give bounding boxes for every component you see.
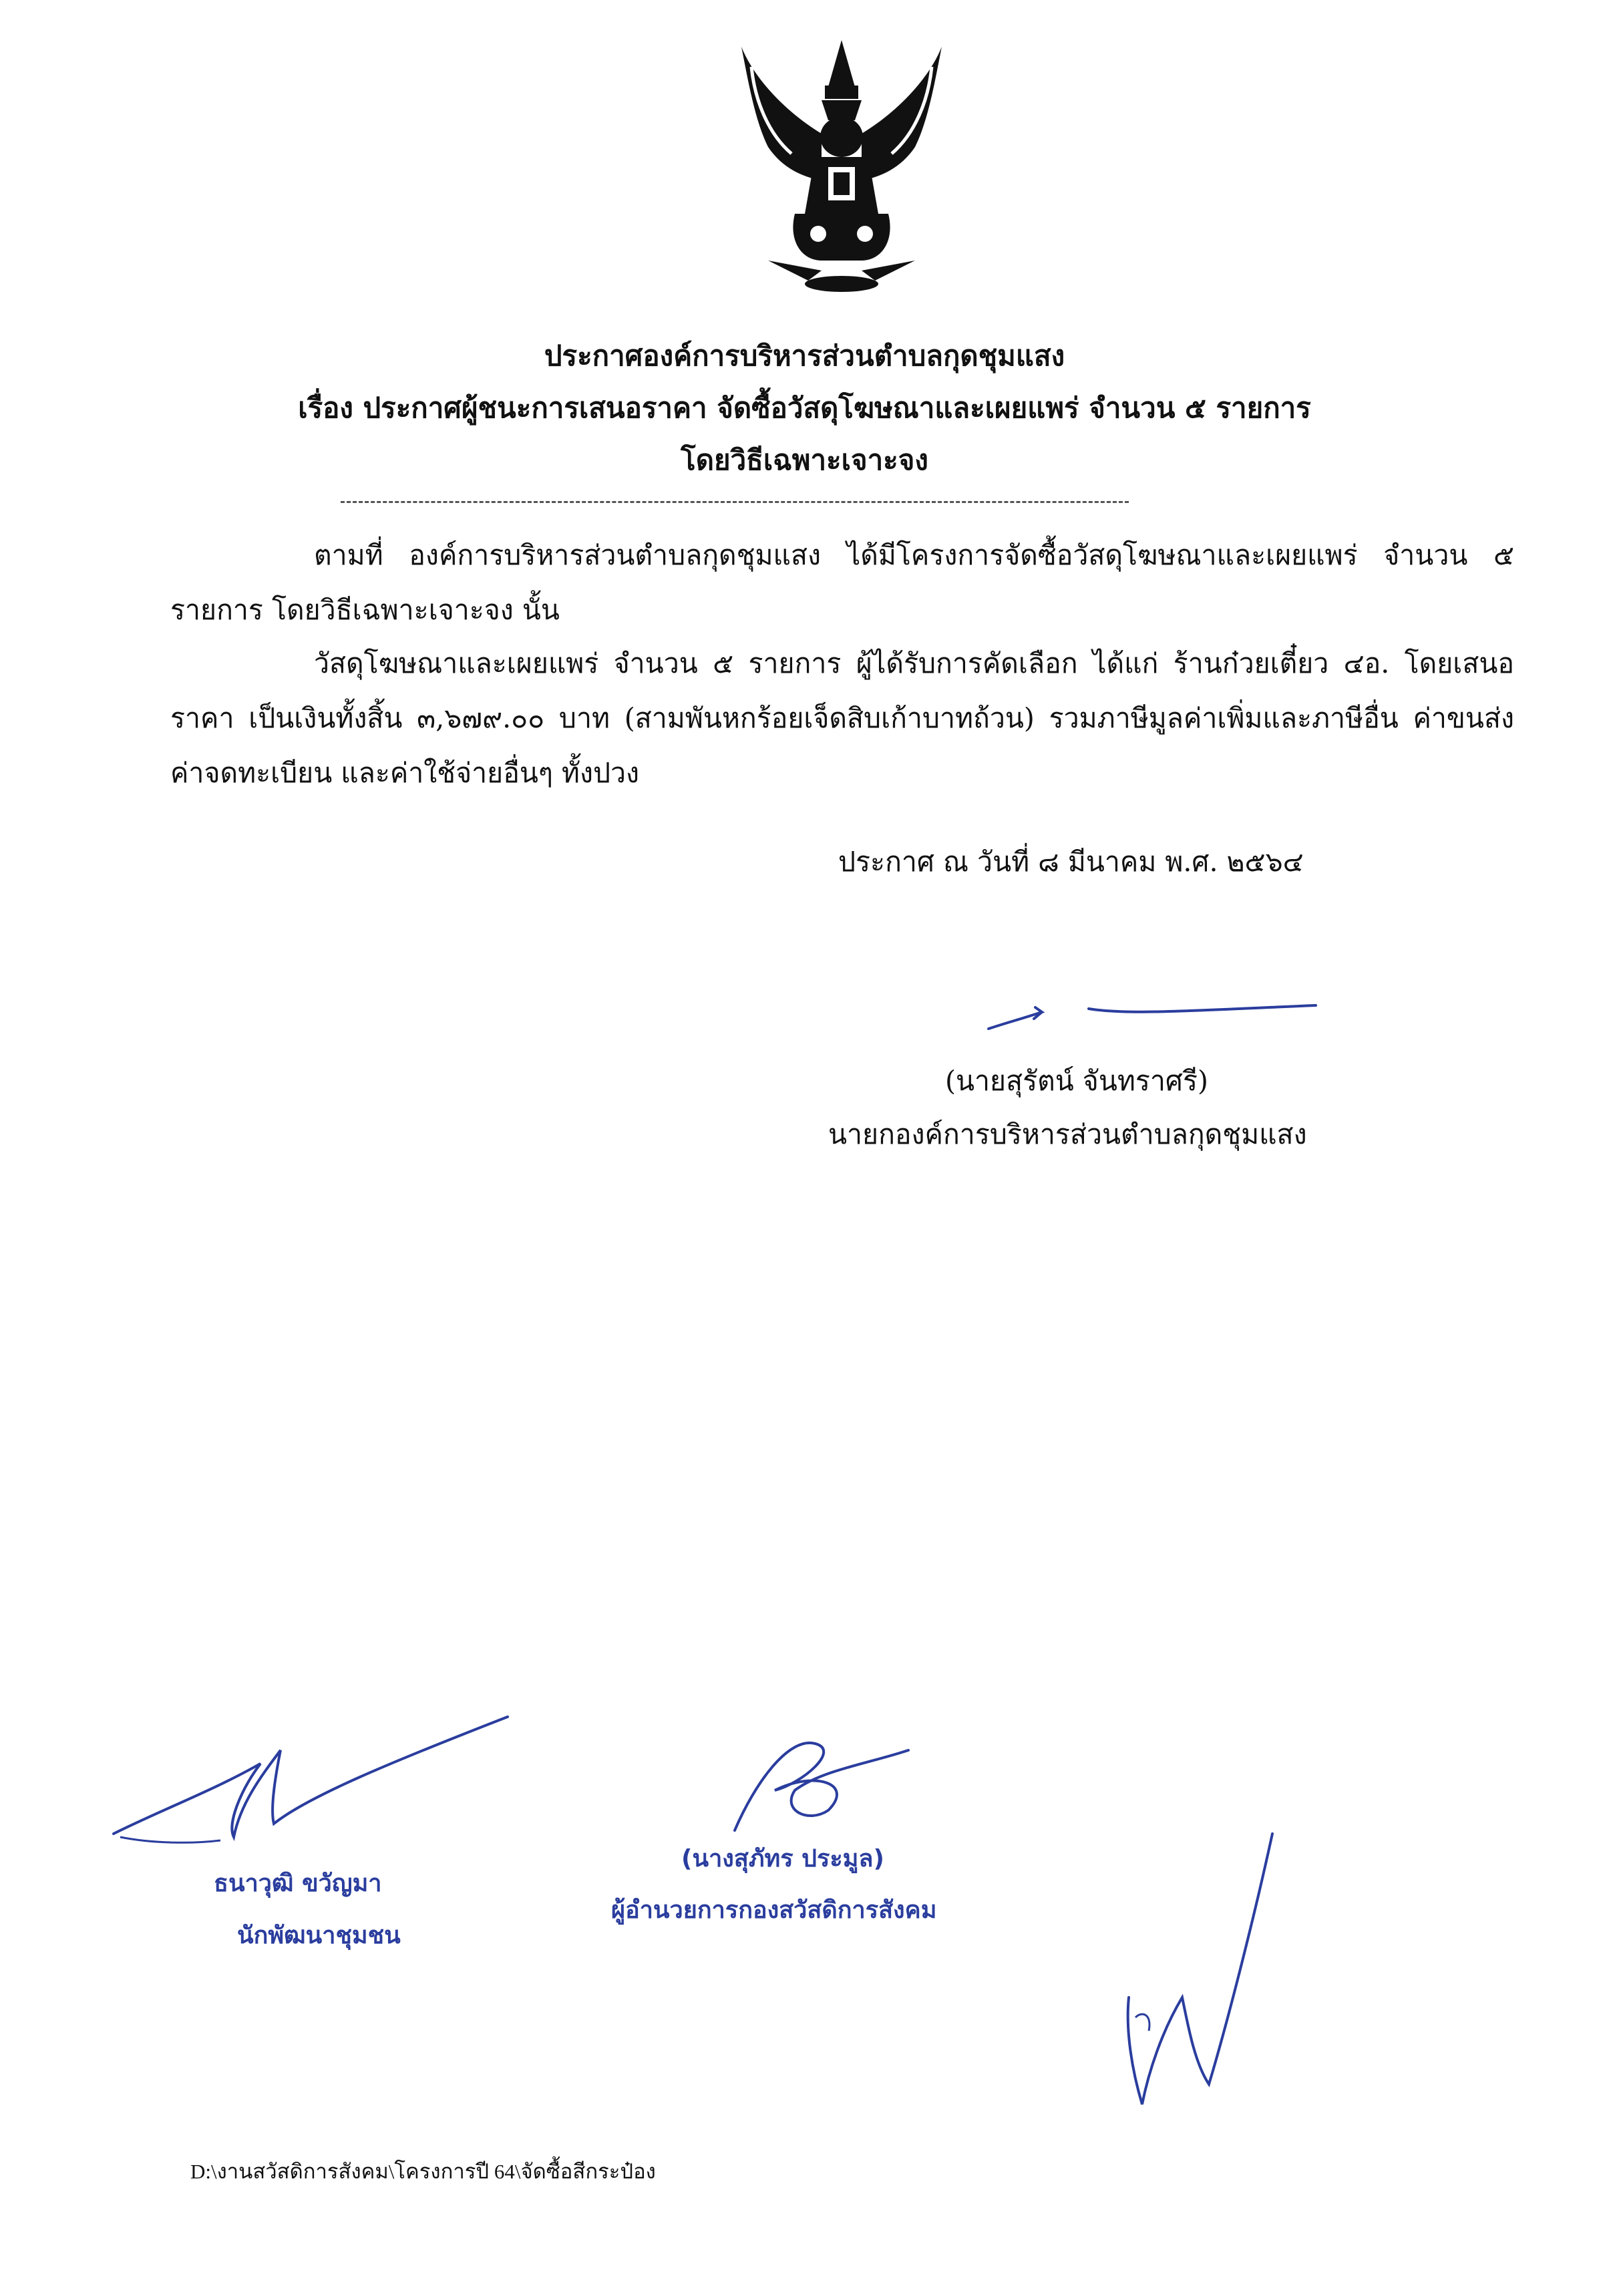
signatory-name: (นายสุรัตน์ จันทราศรี) (945, 1065, 1208, 1097)
file-path-footer: D:\งานสวัสดิการสังคม\โครงการปี 64\จัดซื้อสีกระป๋อง (190, 2160, 656, 2183)
announcement-date: ประกาศ ณ วันที่ ๘ มีนาคม พ.ศ. ๒๕๖๔ (838, 846, 1304, 878)
initial-signature-left (107, 1710, 534, 1844)
director-signature (982, 982, 1329, 1049)
garuda-emblem-icon (728, 40, 955, 294)
initial-stamp-left-role: นักพัฒนาชุมชน (237, 1922, 401, 1949)
document-title: ประกาศองค์การบริหารส่วนตำบลกุดชุมแสง (544, 339, 1065, 372)
initial-signature-middle (695, 1710, 922, 1844)
procurement-method: โดยวิธีเฉพาะเจาะจง (681, 444, 928, 476)
dashed-divider (341, 501, 1129, 503)
initial-stamp-left-name: ธนาวุฒิ ขวัญมา (214, 1870, 382, 1897)
document-subject: เรื่อง ประกาศผู้ชนะการเสนอราคา จัดซื้อวัสดุโฆษณาและเผยแพร่ จำนวน ๕ รายการ (298, 391, 1311, 424)
initial-signature-right (1122, 1830, 1276, 2111)
body-paragraph-1: ตามที่ องค์การบริหารส่วนตำบลกุดชุมแสง ได้มีโครงการจัดซื้อวัสดุโฆษณาและเผยแพร่ จำนวน ๕ รายการ โดยวิธีเฉพาะเจาะจง นั้น (170, 539, 1514, 626)
initial-stamp-middle-name: (นางสุภัทร ประมูล) (681, 1845, 884, 1872)
signatory-title: นายกองค์การบริหารส่วนตำบลกุดชุมแสง (828, 1118, 1307, 1150)
body-paragraph-2: วัสดุโฆษณาและเผยแพร่ จำนวน ๕ รายการ ผู้ได้รับการคัดเลือก ได้แก่ ร้านก๋วยเตี๋ยว ๔อ. โดยเสนอราคา เป็นเงินทั้งสิ้น ๓,๖๗๙.๐๐ บาท (สามพันหกร้อยเจ็ดสิบเก้าบาทถ้วน) รวมภาษีมูลค่าเพิ่มและภาษีอื่น ค่าขนส่ง ค่าจดทะเบียน และค่าใช้จ่ายอื่นๆ ทั้งปวง (170, 647, 1514, 789)
initial-stamp-middle-role: ผู้อำนวยการกองสวัสดิการสังคม (611, 1897, 937, 1924)
